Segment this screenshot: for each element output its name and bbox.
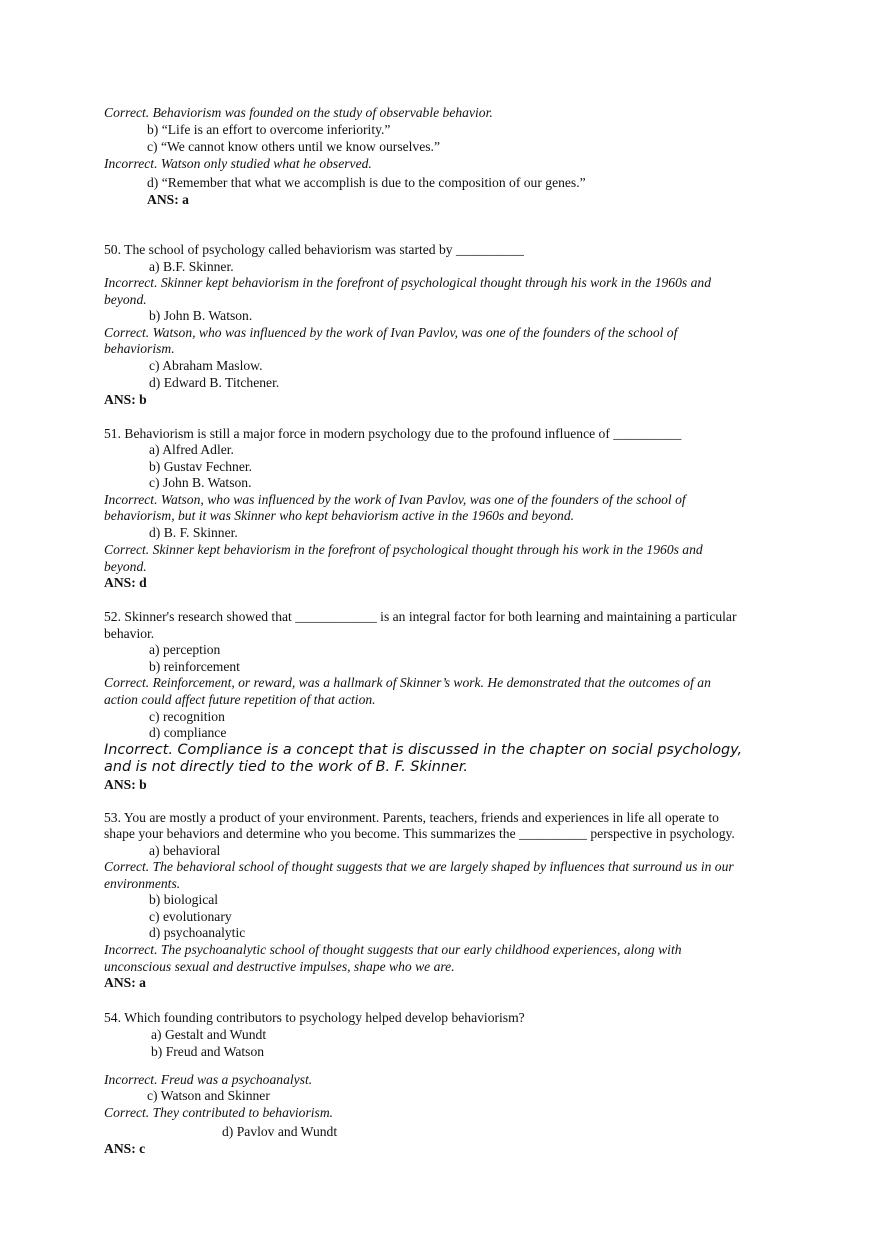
q49-option-b: b) “Life is an effort to overcome inferiority.” [147, 122, 391, 137]
q51-option-c: c) John B. Watson. [149, 475, 252, 490]
q54-option-a: a) Gestalt and Wundt [151, 1027, 267, 1042]
q51-option-a: a) Alfred Adler. [149, 442, 234, 457]
q54-feedback-c: Correct. They contributed to behaviorism. [104, 1105, 334, 1120]
q53-stem-line2: shape your behaviors and determine who you become. This summarizes the __________ perspective in psychology. [104, 826, 735, 841]
q53-option-c: c) evolutionary [149, 909, 232, 924]
q51-feedback-c-line2: behaviorism, but it was Skinner who kept behaviorism active in the 1960s and beyond. [104, 508, 575, 523]
q50-stem: 50. The school of psychology called behaviorism was started by __________ [104, 242, 524, 257]
q53-feedback-d-line1: Incorrect. The psychoanalytic school of thought suggests that our early childhood experiences, along with [104, 942, 682, 957]
q53-option-d: d) psychoanalytic [149, 925, 246, 940]
q50-feedback-b-line1: Correct. Watson, who was influenced by the work of Ivan Pavlov, was one of the founders of the school of [104, 325, 678, 340]
q51-stem: 51. Behaviorism is still a major force in modern psychology due to the profound influence of __________ [104, 426, 682, 441]
q51-answer: ANS: d [104, 575, 147, 590]
q52-feedback-d-line2: and is not directly tied to the work of B. F. Skinner. [104, 759, 468, 775]
q54-option-d: d) Pavlov and Wundt [222, 1124, 338, 1139]
q54-answer: ANS: c [104, 1141, 146, 1156]
q53-answer: ANS: a [104, 975, 146, 990]
q52-answer: ANS: b [104, 777, 147, 792]
q51-feedback-d-line1: Correct. Skinner kept behaviorism in the forefront of psychological thought through his work in the 1960s and [104, 542, 703, 557]
q50-option-d: d) Edward B. Titchener. [149, 375, 280, 390]
q54-stem: 54. Which founding contributors to psychology helped develop behaviorism? [104, 1010, 525, 1025]
q50-option-a: a) B.F. Skinner. [149, 259, 234, 274]
q52-option-b: b) reinforcement [149, 659, 240, 674]
q52-option-a: a) perception [149, 642, 221, 657]
q49-feedback-a: Correct. Behaviorism was founded on the study of observable behavior. [104, 105, 493, 120]
q53-feedback-d-line2: unconscious sexual and destructive impulses, shape who we are. [104, 959, 455, 974]
q52-option-d: d) compliance [149, 725, 227, 740]
q51-feedback-d-line2: beyond. [104, 559, 147, 574]
q53-option-a: a) behavioral [149, 843, 221, 858]
q50-feedback-a-line2: beyond. [104, 292, 147, 307]
q52-stem-line2: behavior. [104, 626, 155, 641]
q50-answer: ANS: b [104, 392, 147, 407]
q53-feedback-a-line2: environments. [104, 876, 181, 891]
q50-option-c: c) Abraham Maslow. [149, 358, 263, 373]
q49-option-c: c) “We cannot know others until we know ourselves.” [147, 139, 440, 154]
q52-feedback-b-line1: Correct. Reinforcement, or reward, was a hallmark of Skinner’s work. He demonstrated that the outcomes of an [104, 675, 711, 690]
q51-option-d: d) B. F. Skinner. [149, 525, 238, 540]
q54-option-c: c) Watson and Skinner [147, 1088, 270, 1103]
q51-option-b: b) Gustav Fechner. [149, 459, 253, 474]
q49-feedback-c: Incorrect. Watson only studied what he observed. [104, 156, 372, 171]
q53-option-b: b) biological [149, 892, 219, 907]
q54-feedback-b: Incorrect. Freud was a psychoanalyst. [104, 1072, 313, 1087]
q50-feedback-a-line1: Incorrect. Skinner kept behaviorism in the forefront of psychological thought through his work in the 1960s and [104, 275, 711, 290]
q50-option-b: b) John B. Watson. [149, 308, 253, 323]
q52-option-c: c) recognition [149, 709, 225, 724]
q54-option-b: b) Freud and Watson [151, 1044, 265, 1059]
q51-feedback-c-line1: Incorrect. Watson, who was influenced by the work of Ivan Pavlov, was one of the founders of the school of [104, 492, 686, 507]
q49-option-d: d) “Remember that what we accomplish is due to the composition of our genes.” [147, 175, 586, 190]
q49-answer: ANS: a [147, 192, 189, 207]
q53-stem-line1: 53. You are mostly a product of your environment. Parents, teachers, friends and experiences in life all operate to [104, 810, 719, 825]
q53-feedback-a-line1: Correct. The behavioral school of thought suggests that we are largely shaped by influences that surround us in our [104, 859, 734, 874]
q50-feedback-b-line2: behaviorism. [104, 341, 175, 356]
q52-feedback-b-line2: action could affect future repetition of that action. [104, 692, 376, 707]
q52-feedback-d-line1: Incorrect. Compliance is a concept that is discussed in the chapter on social psychology, [104, 742, 743, 758]
q52-stem-line1: 52. Skinner's research showed that ____________ is an integral factor for both learning and maintaining a particular [104, 609, 737, 624]
